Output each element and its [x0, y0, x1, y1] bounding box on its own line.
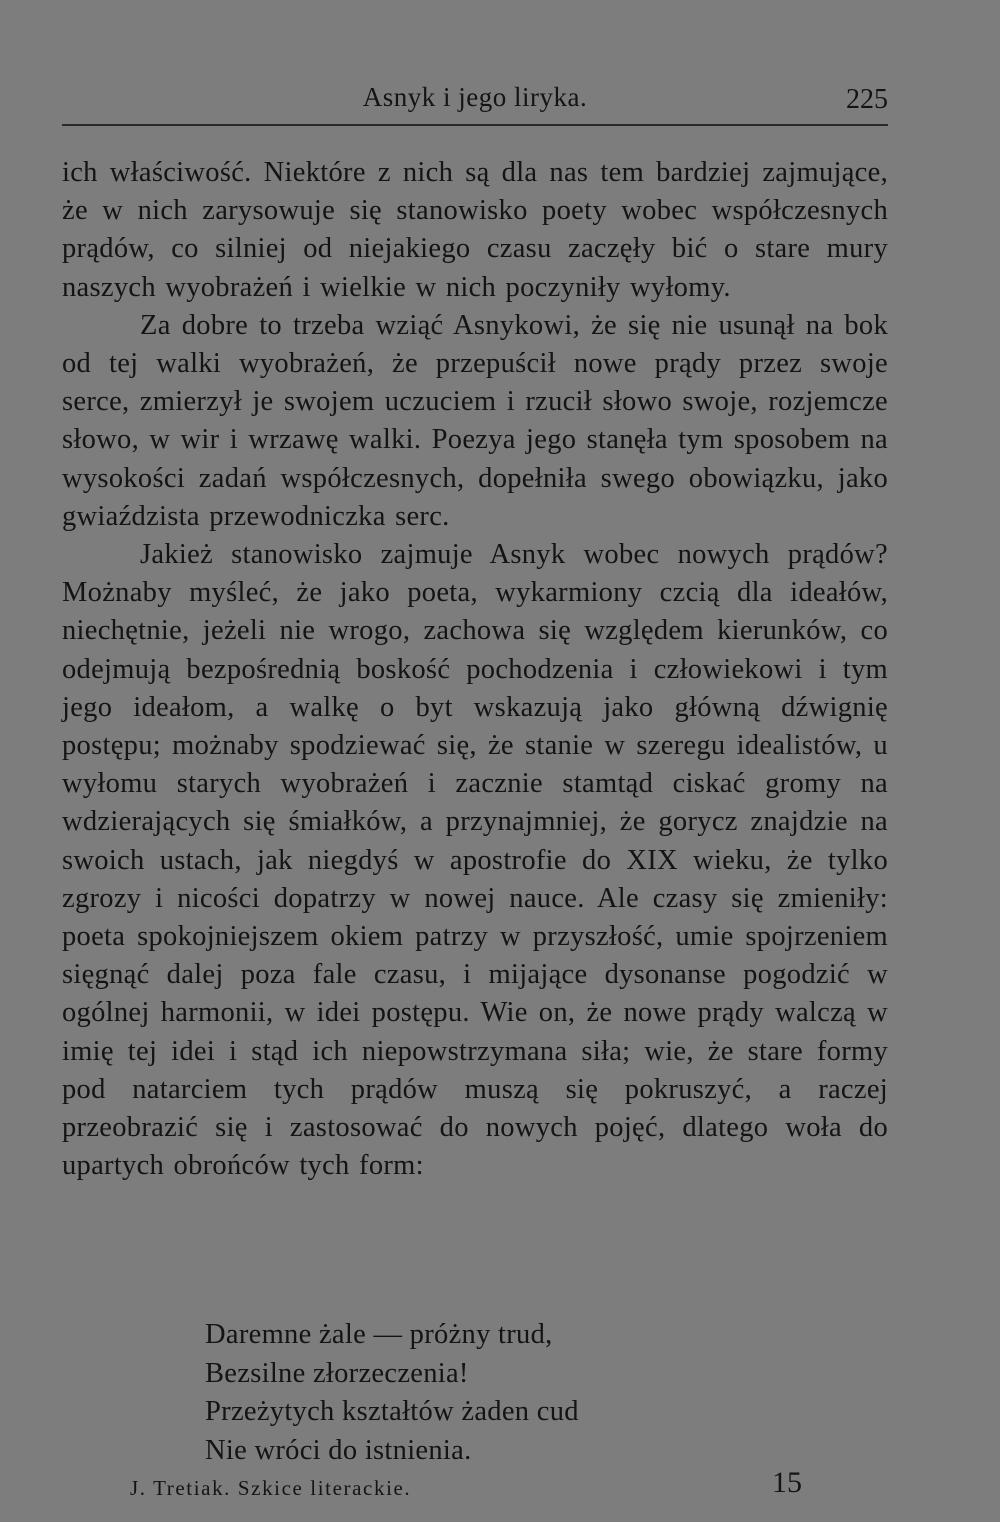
poem-line: Przeżytych kształtów żaden cud [205, 1396, 579, 1427]
running-title: Asnyk i jego liryka. [362, 82, 588, 112]
poem-line: Bezsilne złorzeczenia! [205, 1357, 469, 1389]
poem-line: Nie wróci do istnienia. [205, 1434, 472, 1466]
page-footer [130, 1466, 802, 1506]
header-rule [62, 124, 888, 126]
paragraph: Jakież stanowisko zajmuje Asnyk wobec nowych prądów? Możnaby myśleć, że jako poeta, wykarmiony czcią dla ideałów, niechętnie, jeżeli nie wrogo, zachowa się względem kierunków, co odejmują bezpośrednią boskość pochodzenia i człowiekowi i tym jego ideałom, a walkę o byt wskazują jako główną dźwignię postępu; możnaby spodziewać się, że stanie w szeregu idealistów, u wyłomu starych wyobrażeń i zacznie stamtąd ciskać gromy na wdzierających się śmiałków, a przynajmniej, że gorycz znajdzie na swoich ustach, jak niegdyś w apostrofie do XIX wieku, że tylko zgrozy i nicości dopatrzy w nowej nauce. Ale czasy się zmieniły: poeta spokojniejszem okiem patrzy w przyszłość, umie spojrzeniem sięgnąć dalej poza fale czasu, i mijające dysonanse pogodzić w ogólnej harmonii, w idei postępu. Wie on, że nowe prądy walczą w imię tej idei i stąd ich niepowstrzymana siła; wie, że stare formy pod natarciem tych prądów muszą się pokruszyć, a raczej przeobrazić się i zastosować do nowych pojęć, dlatego woła do upartych obrońców tych form: [62, 539, 888, 1182]
poem-quote [205, 1316, 579, 1470]
page-number: 225 [846, 84, 888, 115]
body-text [62, 154, 888, 1185]
printer-signature: J. Tretiak. Szkice literackie. [130, 1476, 412, 1500]
poem-line: Daremne żale — próżny trud, [205, 1319, 553, 1350]
paragraph: ich właściwość. Niektóre z nich są dla nas tem bardziej zajmujące, że w nich zarysowuje się stanowisko poety wobec współczesnych prądów, co silniej od niejakiego czasu zaczęły bić o stare mury naszych wyobrażeń i wielkie w nich poczyniły wyłomy. [62, 157, 888, 303]
sheet-number: 15 [772, 1466, 802, 1499]
paragraph: Za dobre to trzeba wziąć Asnykowi, że się nie usunął na bok od tej walki wyobrażeń, że przepuścił nowe prądy przez swoje serce, zmierzył je swojem uczuciem i rzucił słowo swoje, rozjemcze słowo, w wir i wrzawę walki. Poezya jego stanęła tym sposobem na wysokości zadań współczesnych, dopełniła swego obowiązku, jako gwiaździsta przewodniczka serc. [62, 309, 888, 532]
running-header [62, 82, 888, 122]
